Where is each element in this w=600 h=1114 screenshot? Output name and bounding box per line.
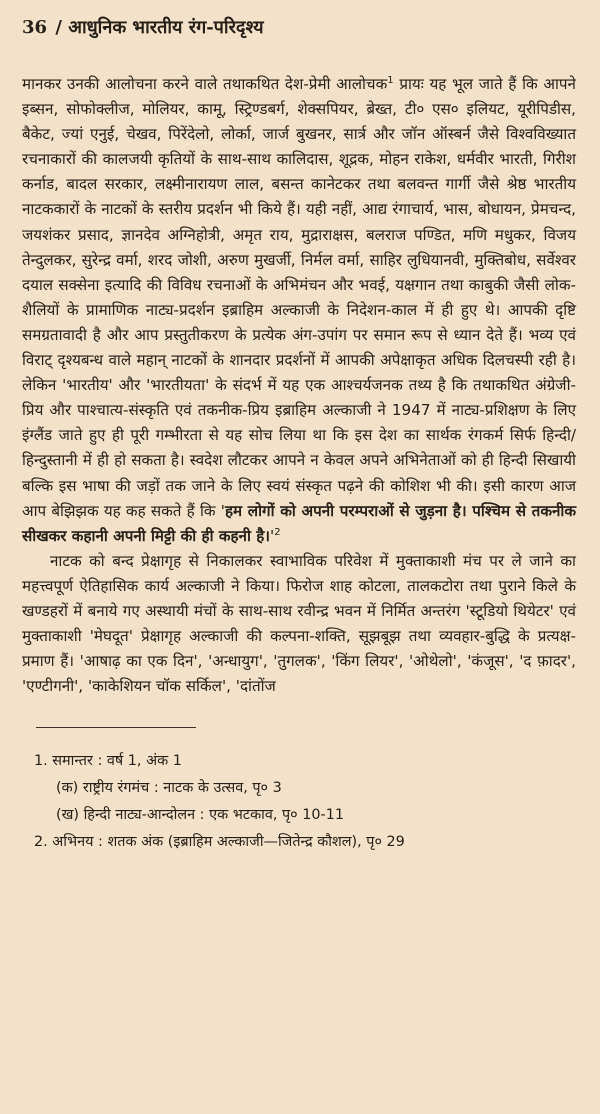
running-header <box>22 16 576 42</box>
footnote-ref-2: 2 <box>274 526 281 538</box>
header-separator: / <box>55 17 62 38</box>
paragraph-1-part-2: प्रायः यह भूल जाते हैं कि आपने इब्सन, सोफोक्लीज, मोलियर, कामू, स्ट्रिण्डबर्ग, शेक्सपियर, ब्रेख्त, टी० एस० इलियट, यूरीपिडीस, बैकेट, ज्यां एनुई, चेखव, पिरेंदेलो, लोर्का, जार्ज बुखनर, सार्त्र और जॉन ऑस्बर्न जैसे विश्वविख्यात रचनाकारों की कालजयी कृतियों के साथ-साथ कालिदास, शूद्रक, मोहन राकेश, धर्मवीर भारती, गिरीश कर्नाड, बादल सरकार, लक्ष्मीनारायण लाल, बसन्त कानेटकर तथा बलवन्त गार्गी जैसे श्रेष्ठ भारतीय नाटककारों के नाटकों के स्तरीय प्रदर्शन भी किये हैं। यही नहीं, आद्य रंगाचार्य, भास, बोधायन, प्रेमचन्द, जयशंकर प्रसाद, ज्ञानदेव अग्निहोत्री, अमृत राय, मुद्राराक्षस, बलराज पण्डित, मणि मधुकर, विजय तेन्दुलकर, सुरेन्द्र वर्मा, शरद जोशी, अरुण मुखर्जी, निर्मल वर्मा, साहिर लुधियानवी, मुक्तिबोध, सर्वेश्वर दयाल सक्सेना इत्यादि की विविध रचनाओं के अभिमंचन और भवई, यक्षगान तथा काबुकी जैसी लोक-शैलियों के प्रामाणिक नाट्य-प्रदर्शन इब्राहिम अल्काजी के निदेशन-काल में ही हुए थे। आपकी दृष्टि समग्रतावादी है और आप प्रस्तुतीकरण के प्रत्येक अंग-उपांग पर समान रूप से ध्यान देते हैं। भव्य एवं विराट् दृश्यबन्ध वाले महान् नाटकों के शानदार प्रदर्शनों में आपकी अपेक्षाकृत अधिक दिलचस्पी रही है। लेकिन 'भारतीय' और 'भारतीयता' के संदर्भ में यह एक आश्चर्यजनक तथ्य है कि तथाकथित अंग्रेजी-प्रिय और पाश्चात्य-संस्कृति एवं तकनीक-प्रिय इब्राहिम अल्काजी ने 1947 में नाट्य-प्रशिक्षण के लिए इंग्लैंड जाते हुए ही पूरी गम्भीरता से यह सोच लिया था कि इस देश का सार्थक रंगकर्म सिर्फ हिन्दी/हिन्दुस्तानी में ही हो सकता है। स्वदेश लौटकर आपने न केवल अपने अभिनेताओं को ही हिन्दी सिखायी बल्कि इस भाषा की जड़ों तक जाने के लिए स्वयं संस्कृत पढ़ने की कोशिश भी की। इसी कारण आज आप बेझिझक यह कह सकते हैं कि ' <box>22 75 576 520</box>
footnote-2: 2. अभिनय : शतक अंक (इब्राहिम अल्काजी—जितेन्द्र कौशल), पृ० 29 <box>34 834 405 851</box>
footnote-rule <box>36 727 196 728</box>
paragraph-1-part-3: ' <box>270 526 275 545</box>
footnote-1: 1. समान्तर : वर्ष 1, अंक 1 <box>34 753 182 770</box>
page-number: 36 <box>22 17 48 38</box>
footnotes <box>22 748 576 856</box>
paragraph-2: नाटक को बन्द प्रेक्षागृह से निकालकर स्वाभाविक परिवेश में मुक्ताकाशी मंच पर ले जाने का महत्त्वपूर्ण ऐतिहासिक कार्य अल्काजी ने किया। फिरोज शाह कोटला, तालकटोरा तथा पुराने किले के खण्डहरों में बनाये गए अस्थायी मंचों के साथ-साथ रवीन्द्र भवन में निर्मित अन्तरंग 'स्टूडियो थियेटर' एवं मुक्ताकाशी 'मेघदूत' प्रेक्षागृह अल्काजी की कल्पना-शक्ति, सूझबूझ तथा व्यवहार-बुद्धि के प्रत्यक्ष-प्रमाण हैं। 'आषाढ़ का एक दिन', 'अन्धायुग', 'तुगलक', 'किंग लियर', 'ओथेलो', 'कंजूस', 'द फ़ादर', 'एण्टीगनी', 'काकेशियन चॉक सर्किल', 'दांतोंज <box>22 551 576 696</box>
bold-quote: हम लोगों को अपनी परम्पराओं से जुड़ना है। पश्चिम से तकनीक सीखकर कहानी अपनी मिट्टी की ही कहनी है। <box>22 501 577 545</box>
footnote-1a: (क) राष्ट्रीय रंगमंच : नाटक के उत्सव, पृ० 3 <box>56 780 282 797</box>
book-title: आधुनिक भारतीय रंग-परिदृश्य <box>68 17 264 38</box>
footnote-ref-1: 1 <box>387 74 394 86</box>
paragraph-1 <box>22 72 576 549</box>
main-text <box>22 72 576 699</box>
footnote-1b: (ख) हिन्दी नाट्य-आन्दोलन : एक भटकाव, पृ० 10-11 <box>56 807 345 824</box>
paragraph-1-part-1: मानकर उनकी आलोचना करने वाले तथाकथित देश-प्रेमी आलोचक <box>22 75 388 93</box>
